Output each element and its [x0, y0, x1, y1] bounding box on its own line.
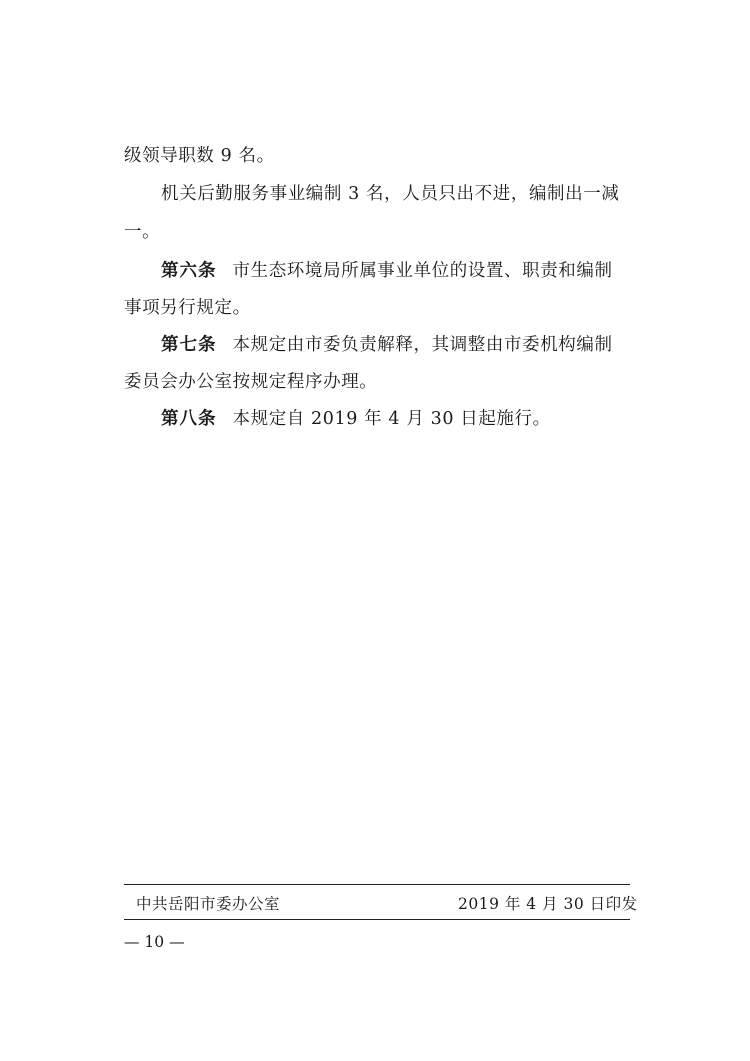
article-8-text: 本规定自 2019 年 4 月 30 日起施行。: [232, 409, 551, 429]
article-7-line-1: [161, 333, 632, 357]
footer-bottom-rule: [124, 919, 630, 920]
article-7-line-2: 委员会办公室按规定程序办理。: [124, 372, 378, 392]
article-8-label: 第八条: [161, 409, 217, 429]
footer-date: 2019 年 4 月 30 日印发: [458, 895, 638, 913]
article-8-line: [161, 407, 632, 431]
article-7-label: 第七条: [161, 335, 217, 355]
body-line-3: 一。: [124, 222, 161, 242]
footer-top-rule: [124, 884, 630, 885]
article-7-text-a: 本规定由市委负责解释，其调整由市委机构编制: [232, 335, 613, 355]
footer-issuer: 中共岳阳市委办公室: [136, 895, 281, 913]
article-6-label: 第六条: [161, 261, 217, 281]
page-number: — 10 —: [124, 933, 185, 951]
article-6-text-a: 市生态环境局所属事业单位的设置、职责和编制: [232, 261, 613, 281]
body-line-1: 级领导职数 9 名。: [124, 146, 275, 166]
article-6-line-1: [161, 259, 632, 283]
article-6-line-2: 事项另行规定。: [124, 298, 251, 318]
body-line-2: 机关后勤服务事业编制 3 名，人员只出不进，编制出一减: [161, 184, 620, 204]
